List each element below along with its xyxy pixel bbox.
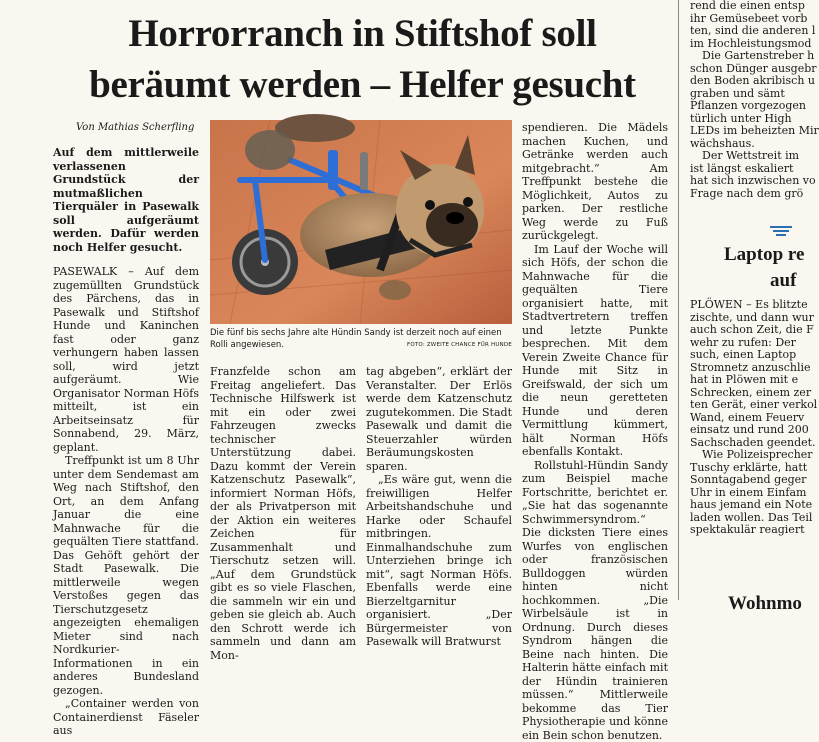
adjacent-text-line: Stromnetz anzuschlie — [690, 362, 810, 375]
adjacent-text-line: graben und sämt — [690, 88, 810, 101]
body-paragraph: Rollstuhl-Hündin Sandy zum Beispiel mache Fortschritte, berichtet er. „Sie hat das sogenannte Schwimmersyndrom.“ Die dicksten Tiere eines Wurfes von englischen oder französischen Bulldoggen würden hinten nicht hochkommen. „Die Wirbelsäule ist in Ordnung. Durch dieses Syndrom hängen die Beine nach hinten. Die Halterin hätte einfach mit der Hündin trainieren müssen.“ Mittlerweile bekomme das Tier Physiotherapie und könne ein Bein schon benutzen. — [522, 459, 668, 742]
adjacent-text-line: rend die einen entsp — [690, 0, 810, 13]
headline-line-2: beräumt werden – Helfer gesucht — [60, 59, 665, 110]
adjacent-text-line: such, einen Laptop — [690, 349, 810, 362]
adjacent-text-line: ihr Gemüsebeet vorb — [690, 13, 810, 26]
adjacent-headline-laptop — [724, 242, 814, 294]
article-photo — [210, 120, 512, 324]
adjacent-text-line: auch schon Zeit, die F — [690, 324, 810, 337]
adjacent-text-line: Sachschaden geendet. — [690, 437, 810, 450]
article-lead: Auf dem mittlerweile verlassenen Grundstück der mutmaßlichen Tierquäler in Pasewalk soll aufgeräumt werden. Dafür werden noch Helfer gesucht. — [53, 146, 199, 254]
adjacent-text-line: einsatz und rund 200 — [690, 424, 810, 437]
body-paragraph: „Container werden von Containerdienst Fäseler aus — [53, 697, 199, 738]
dog-wheelchair-photo — [210, 120, 512, 324]
adjacent-text-line: im Hochleistungsmod — [690, 38, 810, 51]
adjacent-article-bottom — [690, 299, 810, 537]
adjacent-text-line: Wie Polizeisprecher — [690, 449, 810, 462]
adjacent-text-line: laden wollen. Das Teil — [690, 512, 810, 525]
body-paragraph: Treffpunkt ist um 8 Uhr unter dem Sendemast am Weg nach Stiftshof, den Ort, an dem Anfang Januar die eine Mahnwache für die gequälten Tiere stattfand. Das Gehöft gehört der Stadt Pasewalk. Die mittlerweile wegen Verstoßes gegen das Tierschutzgesetz angezeigten ehemaligen Mieter sind nach Nordkurier-Informationen in ein anderes Bundesland gezogen. — [53, 454, 199, 697]
adjacent-text-line: Frage nach dem grö — [690, 188, 810, 201]
adjacent-text-line: zischte, und dann wur — [690, 312, 810, 325]
adjacent-text-line: Sonntagabend geger — [690, 474, 810, 487]
article-column-3 — [366, 365, 512, 649]
adjacent-text-line: Pflanzen vorgezogen — [690, 100, 810, 113]
adjacent-headline-line: Wohnmo — [728, 591, 818, 617]
body-paragraph: Im Lauf der Woche will sich Höfs, der schon die Mahnwache für die gequälten Tiere organisiert hatte, mit Stadtvertretern treffen und letzte Punkte besprechen. Mit dem Verein Zweite Chance für Hunde mit Sitz in Greifswald, der sich um die neun geretteten Hunde und deren Vermittlung kümmert, hält Norman Höfs ebenfalls Kontakt. — [522, 243, 668, 459]
article-column-1 — [53, 146, 199, 738]
adjacent-headline-wohnmobil — [728, 591, 818, 617]
adjacent-text-line: Der Wettstreit im — [690, 150, 810, 163]
adjacent-text-line: hat in Plöwen mit e — [690, 374, 810, 387]
adjacent-text-line: LEDs im beheizten Mir — [690, 125, 810, 138]
article-column-4 — [522, 121, 668, 742]
adjacent-text-line: hat sich inzwischen vo — [690, 175, 810, 188]
adjacent-text-line: ten, sind die anderen l — [690, 25, 810, 38]
adjacent-text-line: den Boden akribisch u — [690, 75, 810, 88]
body-paragraph: PASEWALK – Auf dem zugemüllten Grundstück des Pärchens, das in Pasewalk und Stiftshof Hunde und Kaninchen fast oder ganz verhungern haben lassen soll, wird jetzt aufgeräumt. Wie Organisator Norman Höfs mitteilt, ist ein Arbeitseinsatz für Sonnabend, 29. März, geplant. — [53, 265, 199, 454]
adjacent-text-line: ist längst eskaliert — [690, 163, 810, 176]
adjacent-article-top — [690, 0, 810, 200]
body-paragraph: Franzfelde schon am Freitag angeliefert. Das Technische Hilfswerk ist mit ein oder zwei Fahrzeugen zwecks technischer Unterstützung dabei. Dazu kommt der Verein Katzenschutz Pasewalk“, informiert Norman Höfs, der als Privatperson mit der Aktion ein weiteres Zeichen für Zusammenhalt und Tierschutz setzen will. „Auf dem Grundstück gibt es so viele Flaschen, die sammeln wir ein und geben sie gleich ab. Auch den Schrott werde ich sammeln und dann am Mon- — [210, 365, 356, 662]
adjacent-text-line: haus jemand ein Note — [690, 499, 810, 512]
body-paragraph: „Es wäre gut, wenn die freiwilligen Helfer Arbeitshandschuhe und Harke oder Schaufel mitbringen. Einmalhandschuhe zum Unterziehen bringe ich mit“, sagt Norman Höfs. Ebenfalls werde eine Bierzeltgarnitur organisiert. „Der Bürgermeister von Pasewalk will Bratwurst — [366, 473, 512, 649]
adjacent-text-line: Die Gartenstreber h — [690, 50, 810, 63]
adjacent-text-line: Wand, einem Feuerv — [690, 412, 810, 425]
adjacent-text-line: PLÖWEN – Es blitzte — [690, 299, 810, 312]
adjacent-headline-line: Laptop re — [724, 242, 814, 268]
adjacent-text-line: wächshaus. — [690, 138, 810, 151]
caption-text: Die fünf bis sechs Jahre alte Hündin Sandy ist derzeit noch auf einen Rolli angewiesen. — [210, 328, 502, 350]
adjacent-text-line: ten Gerät, einer verkol — [690, 399, 810, 412]
body-paragraph: spendieren. Die Mädels machen Kuchen, und Getränke werden auch mitgebracht.“ Am Treffpunkt bestehe die Möglichkeit, Autos zu parken. Der restliche Weg werde zu Fuß zurückgelegt. — [522, 121, 668, 243]
body-paragraph: tag abgeben“, erklärt der Veranstalter. Der Erlös werde dem Katzenschutz zugutekommen. Die Stadt Pasewalk und damit die Steuerzahler würden Beräumungskosten sparen. — [366, 365, 512, 473]
adjacent-text-line: Tuschy erklärte, hatt — [690, 462, 810, 475]
section-marker-icon — [770, 222, 792, 241]
headline-line-1: Horrorranch in Stiftshof soll — [60, 8, 665, 59]
article-headline — [60, 8, 665, 110]
adjacent-text-line: spektakulär reagiert — [690, 524, 810, 537]
adjacent-text-line: schon Dünger ausgebr — [690, 63, 810, 76]
byline: Von Mathias Scherfling — [76, 122, 194, 133]
column-divider — [678, 0, 679, 600]
photo-caption — [210, 327, 512, 351]
adjacent-headline-line: auf — [724, 268, 814, 294]
photo-credit: FOTO: ZWEITE CHANCE FÜR HUNDE — [407, 339, 512, 351]
adjacent-text-line: wehr zu rufen: Der — [690, 337, 810, 350]
adjacent-text-line: Schrecken, einem zer — [690, 387, 810, 400]
adjacent-text-line: Uhr in einem Einfam — [690, 487, 810, 500]
adjacent-text-line: türlich unter High — [690, 113, 810, 126]
article-column-2 — [210, 365, 356, 662]
